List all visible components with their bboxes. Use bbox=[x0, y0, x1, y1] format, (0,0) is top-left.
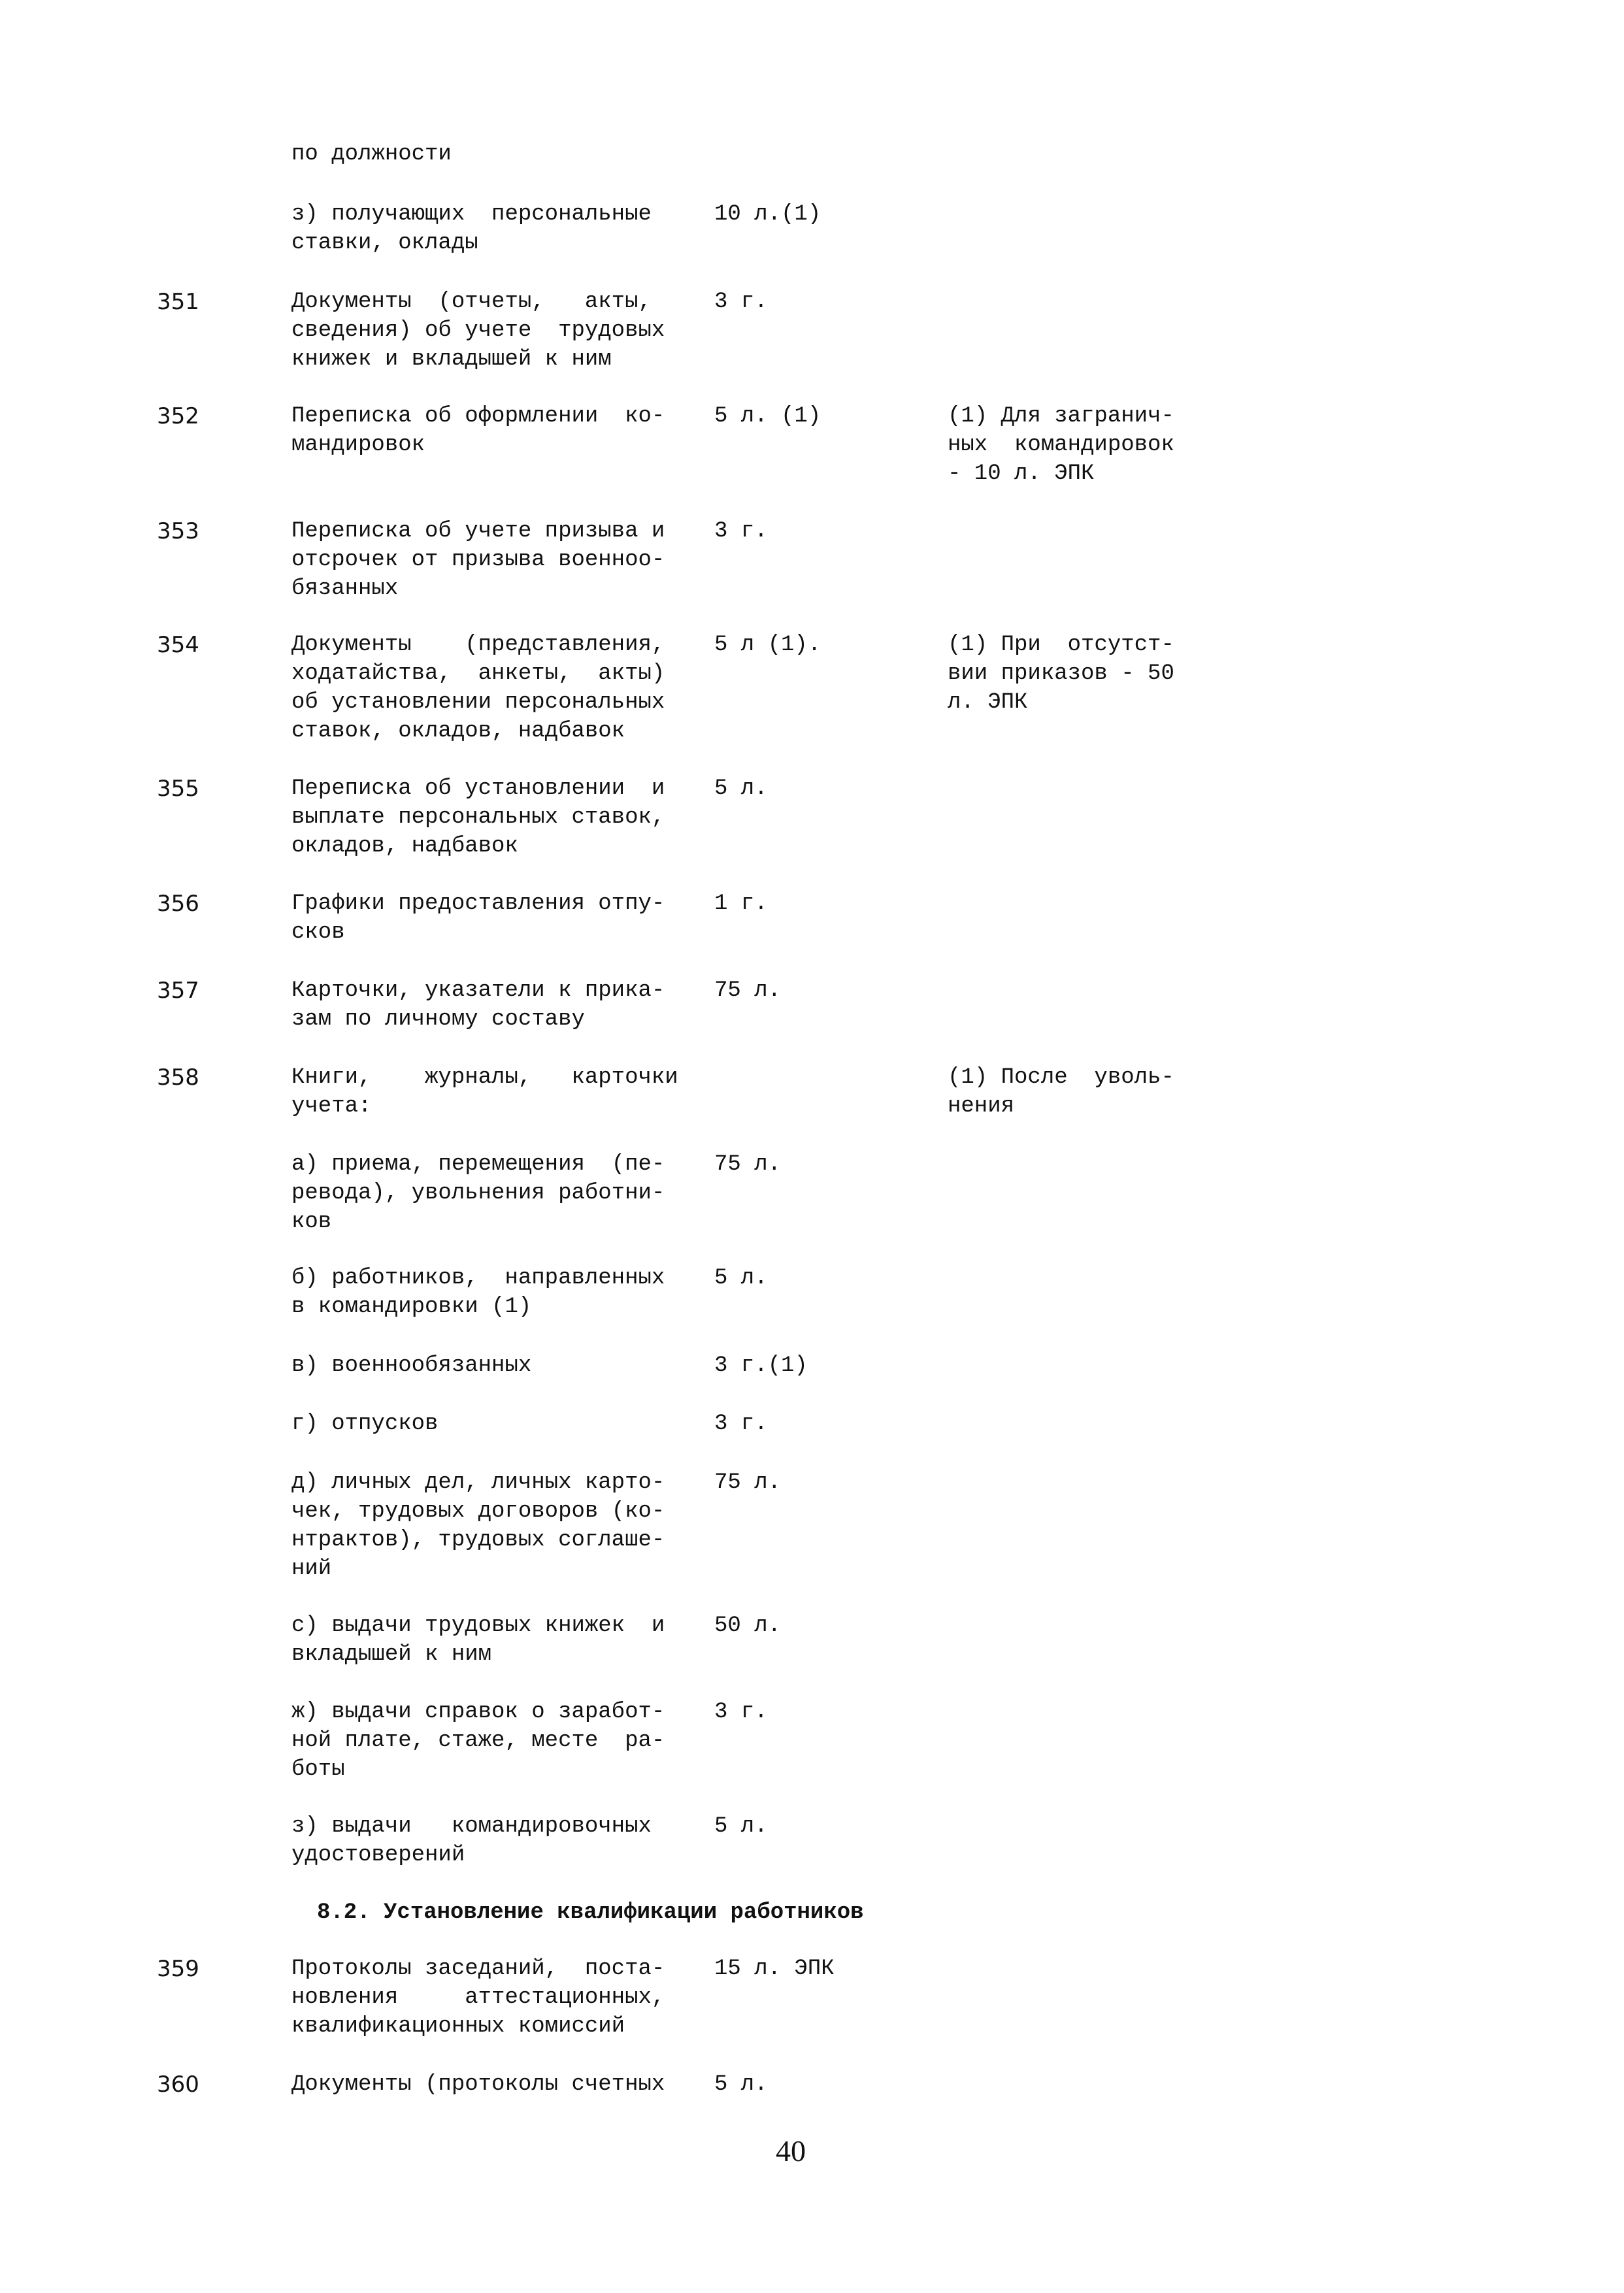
row-retention-term: 1 г. bbox=[714, 891, 768, 916]
row-description: в) военнообязанных bbox=[291, 1353, 532, 1378]
row-retention-term: 3 г. bbox=[714, 519, 768, 544]
row-retention-term: 3 г. bbox=[714, 289, 768, 314]
row-description: Переписка об учете призыва и отсрочек от призыва военноо- бязанных bbox=[291, 519, 665, 601]
row-number: 359 bbox=[157, 1956, 199, 1982]
row-retention-term: 50 л. bbox=[714, 1613, 782, 1638]
row-retention-term: 3 г. bbox=[714, 1411, 768, 1436]
row-number: 357 bbox=[157, 978, 199, 1004]
row-description: Переписка об оформлении ко- мандировок bbox=[291, 404, 665, 457]
row-retention-term: 5 л. bbox=[714, 776, 768, 801]
row-retention-term: 5 л (1). bbox=[714, 633, 821, 657]
row-retention-term: 5 л. bbox=[714, 1814, 768, 1839]
row-description: а) приема, перемещения (пе- ревода), увольнения работни- ков bbox=[291, 1152, 665, 1234]
row-description: Графики предоставления отпу- сков bbox=[291, 891, 665, 945]
row-note: (1) Для загранич- ных командировок - 10 л. ЭПК bbox=[948, 404, 1174, 486]
row-description: Документы (представления, ходатайства, анкеты, акты) об установлении персональных ставок, окладов, надбавок bbox=[291, 633, 665, 744]
row-number: 355 bbox=[157, 776, 199, 802]
row-retention-term: 5 л. bbox=[714, 1266, 768, 1291]
row-description: г) отпусков bbox=[291, 1411, 439, 1436]
section-heading: 8.2. Установление квалификации работников bbox=[317, 1900, 864, 1925]
row-retention-term: 15 л. ЭПК bbox=[714, 1956, 835, 1981]
row-description: Протоколы заседаний, поста- новления аттестационных, квалификационных комиссий bbox=[291, 1956, 665, 2039]
row-description: д) личных дел, личных карто- чек, трудовых договоров (ко- нтрактов), трудовых соглаше- ний bbox=[291, 1470, 665, 1581]
row-retention-term: 10 л.(1) bbox=[714, 202, 821, 227]
row-note: (1) При отсутст- вии приказов - 50 л. ЭПК bbox=[948, 633, 1174, 715]
row-description: б) работников, направленных в командировки (1) bbox=[291, 1266, 665, 1319]
row-description: з) выдачи командировочных удостоверений bbox=[291, 1814, 652, 1868]
row-description: по должности bbox=[291, 142, 452, 167]
row-retention-term: 5 л. (1) bbox=[714, 404, 821, 429]
row-number: 352 bbox=[157, 403, 199, 429]
row-retention-term: 75 л. bbox=[714, 1470, 782, 1495]
row-description: ж) выдачи справок о заработ- ной плате, стаже, месте ра- боты bbox=[291, 1700, 665, 1782]
row-description: Карточки, указатели к прика- зам по личному составу bbox=[291, 978, 665, 1032]
row-number: 354 bbox=[157, 632, 199, 658]
row-retention-term: 75 л. bbox=[714, 978, 782, 1003]
row-number: 356 bbox=[157, 891, 199, 917]
row-retention-term: 3 г.(1) bbox=[714, 1353, 808, 1378]
row-description: з) получающих персональные ставки, оклады bbox=[291, 202, 652, 256]
row-number: 353 bbox=[157, 518, 199, 544]
row-number: 351 bbox=[157, 289, 199, 315]
row-note: (1) После уволь- нения bbox=[948, 1065, 1174, 1119]
row-retention-term: 75 л. bbox=[714, 1152, 782, 1177]
row-retention-term: 5 л. bbox=[714, 2072, 768, 2097]
row-description: Документы (отчеты, акты, сведения) об учете трудовых книжек и вкладышей к ним bbox=[291, 289, 665, 372]
row-retention-term: 3 г. bbox=[714, 1700, 768, 1724]
row-number: 360 bbox=[157, 2071, 199, 2098]
row-description: Переписка об установлении и выплате персональных ставок, окладов, надбавок bbox=[291, 776, 665, 859]
row-description: Книги, журналы, карточки учета: bbox=[291, 1065, 678, 1119]
row-description: Документы (протоколы счетных bbox=[291, 2072, 665, 2097]
row-number: 358 bbox=[157, 1064, 199, 1091]
row-description: с) выдачи трудовых книжек и вкладышей к ним bbox=[291, 1613, 665, 1667]
page-number: 40 bbox=[776, 2134, 806, 2168]
